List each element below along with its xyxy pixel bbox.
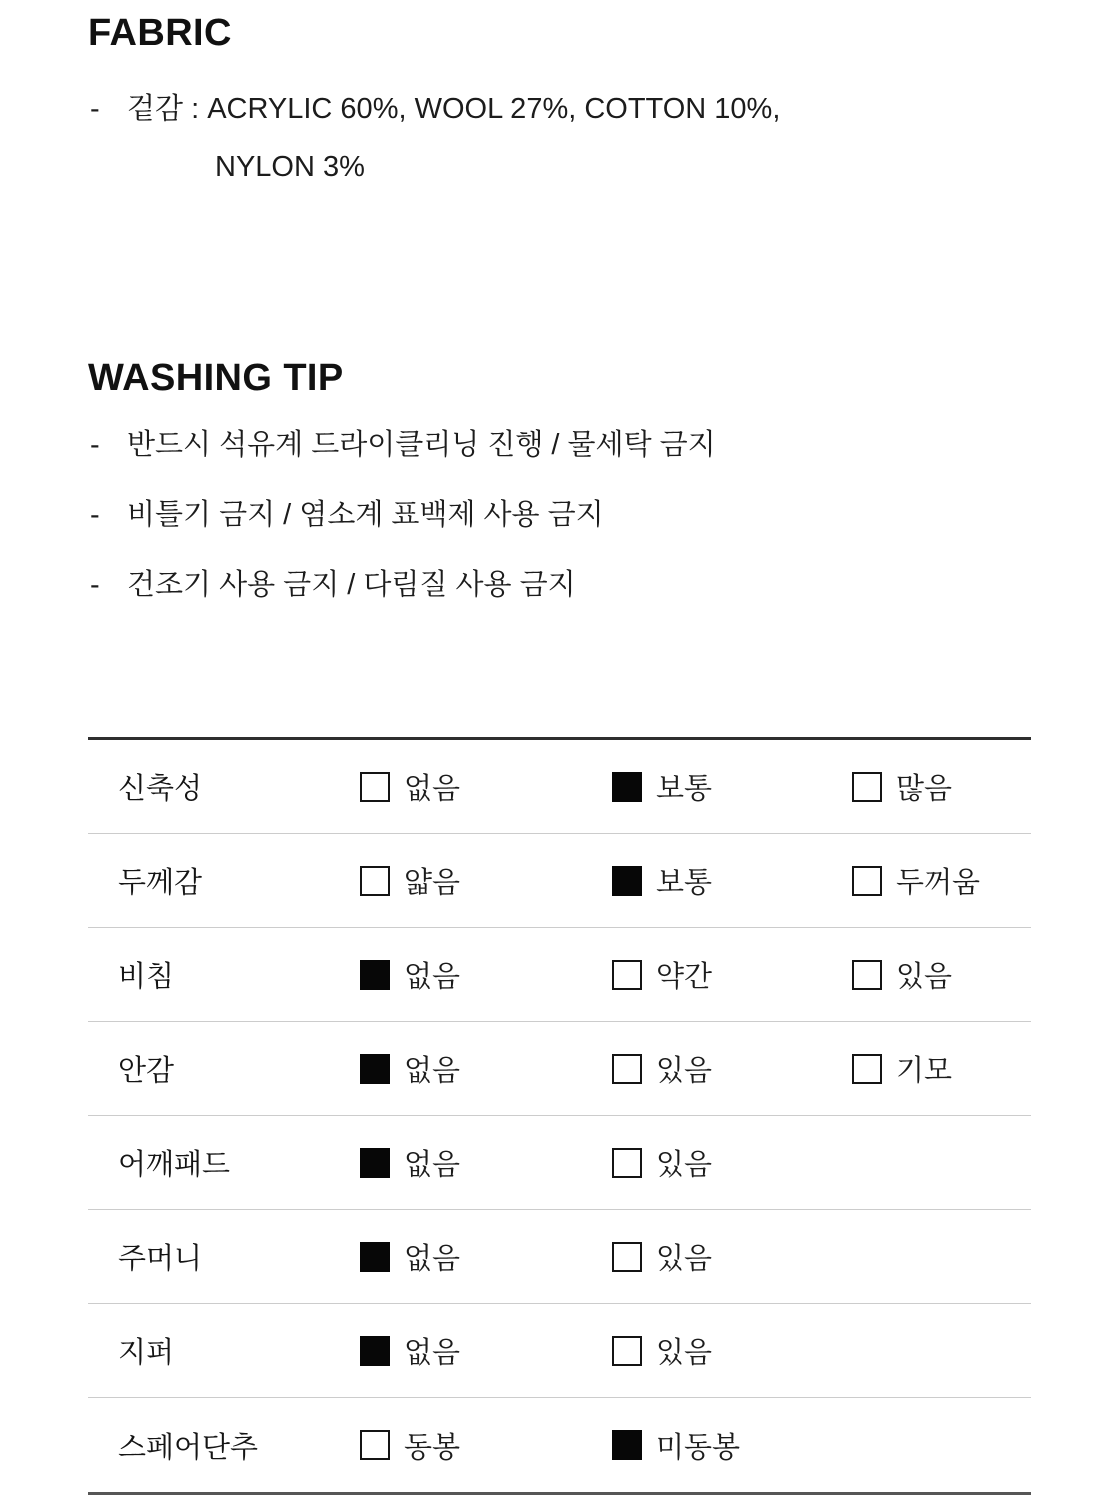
table-row xyxy=(88,1022,1031,1116)
washing-tip-text: 건조기 사용 금지 / 다림질 사용 금지 xyxy=(127,569,576,601)
spec-option-label: 없음 xyxy=(404,1055,461,1087)
spec-option xyxy=(852,954,1031,995)
spec-option xyxy=(612,1142,852,1183)
spec-option-label: 동봉 xyxy=(404,1431,461,1464)
fabric-composition-text xyxy=(127,80,780,196)
checkbox-checked-icon xyxy=(360,1054,390,1084)
spec-row-label: 안감 xyxy=(118,1055,175,1087)
spec-option xyxy=(612,1425,852,1466)
checkbox-checked-icon xyxy=(360,1148,390,1178)
spec-row-label: 스페어단추 xyxy=(118,1431,259,1464)
checkbox-unchecked-icon xyxy=(852,772,882,802)
checkbox-unchecked-icon xyxy=(612,1242,642,1272)
checkbox-checked-icon xyxy=(360,1336,390,1366)
checkbox-unchecked-icon xyxy=(360,772,390,802)
checkbox-unchecked-icon xyxy=(360,866,390,896)
table-row xyxy=(88,1210,1031,1304)
spec-option xyxy=(360,1048,612,1089)
fabric-composition-item xyxy=(90,80,780,196)
table-row xyxy=(88,1116,1031,1210)
spec-option xyxy=(612,860,852,901)
bullet-dash: - xyxy=(90,499,100,531)
spec-option-label: 미동봉 xyxy=(656,1431,741,1464)
spec-option-label: 얇음 xyxy=(404,867,461,899)
checkbox-unchecked-icon xyxy=(852,960,882,990)
spec-option-label: 있음 xyxy=(656,1243,713,1275)
spec-option-label: 두꺼움 xyxy=(896,867,981,899)
checkbox-checked-icon xyxy=(612,1430,642,1460)
spec-option-label: 없음 xyxy=(404,1149,461,1181)
washing-tip-item xyxy=(90,428,716,462)
table-row xyxy=(88,1398,1031,1492)
spec-row-label: 신축성 xyxy=(118,773,203,805)
spec-row-label: 지퍼 xyxy=(118,1337,175,1369)
washing-tip-text: 비틀기 금지 / 염소계 표백제 사용 금지 xyxy=(127,499,604,531)
spec-option-label: 있음 xyxy=(656,1337,713,1369)
spec-option-label: 없음 xyxy=(404,961,461,993)
spec-option xyxy=(612,1048,852,1089)
spec-option xyxy=(612,766,852,807)
fabric-composition-line1: 겉감 : ACRYLIC 60%, WOOL 27%, COTTON 10%, xyxy=(127,93,781,125)
washing-tip-section-title: WASHING TIP xyxy=(88,357,344,399)
checkbox-checked-icon xyxy=(360,1242,390,1272)
spec-option xyxy=(360,1330,612,1371)
bullet-dash: - xyxy=(90,569,100,601)
spec-row-label: 주머니 xyxy=(118,1243,203,1275)
spec-option-label: 없음 xyxy=(404,1337,461,1369)
spec-option xyxy=(612,954,852,995)
spec-option-label: 보통 xyxy=(656,773,713,805)
washing-tip-item xyxy=(90,498,716,532)
checkbox-unchecked-icon xyxy=(612,1336,642,1366)
washing-tip-list xyxy=(90,428,716,638)
washing-tip-text: 반드시 석유계 드라이클리닝 진행 / 물세탁 금지 xyxy=(127,429,716,461)
table-row xyxy=(88,1304,1031,1398)
checkbox-checked-icon xyxy=(612,866,642,896)
checkbox-checked-icon xyxy=(360,960,390,990)
spec-option-label: 있음 xyxy=(896,961,953,993)
checkbox-unchecked-icon xyxy=(612,960,642,990)
spec-option-label: 많음 xyxy=(896,773,953,805)
garment-spec-table xyxy=(88,737,1031,1495)
spec-option-label: 기모 xyxy=(896,1055,953,1087)
spec-option xyxy=(612,1236,852,1277)
washing-tip-item xyxy=(90,568,716,602)
bullet-dash: - xyxy=(90,429,100,461)
spec-option xyxy=(612,1330,852,1371)
spec-row-label: 두께감 xyxy=(118,867,203,899)
spec-option-label: 없음 xyxy=(404,773,461,805)
checkbox-unchecked-icon xyxy=(612,1054,642,1084)
spec-option xyxy=(852,1048,1031,1089)
table-row xyxy=(88,928,1031,1022)
spec-option xyxy=(852,860,1031,901)
spec-option xyxy=(360,860,612,901)
spec-option xyxy=(360,1142,612,1183)
spec-option xyxy=(360,766,612,807)
fabric-composition-line2: NYLON 3% xyxy=(215,151,365,183)
table-row xyxy=(88,834,1031,928)
spec-option-label: 있음 xyxy=(656,1055,713,1087)
spec-option-label: 보통 xyxy=(656,867,713,899)
spec-option-label: 약간 xyxy=(656,961,713,993)
spec-option-label: 있음 xyxy=(656,1149,713,1181)
spec-option-label: 없음 xyxy=(404,1243,461,1275)
checkbox-unchecked-icon xyxy=(852,866,882,896)
spec-option xyxy=(360,1425,612,1466)
spec-row-label: 어깨패드 xyxy=(118,1149,231,1181)
spec-row-label: 비침 xyxy=(118,961,175,993)
spec-option xyxy=(360,954,612,995)
checkbox-unchecked-icon xyxy=(360,1430,390,1460)
checkbox-unchecked-icon xyxy=(852,1054,882,1084)
bullet-dash: - xyxy=(90,93,100,125)
spec-option xyxy=(360,1236,612,1277)
fabric-section-title: FABRIC xyxy=(88,12,232,54)
table-row xyxy=(88,740,1031,834)
spec-option xyxy=(852,766,1031,807)
checkbox-checked-icon xyxy=(612,772,642,802)
checkbox-unchecked-icon xyxy=(612,1148,642,1178)
